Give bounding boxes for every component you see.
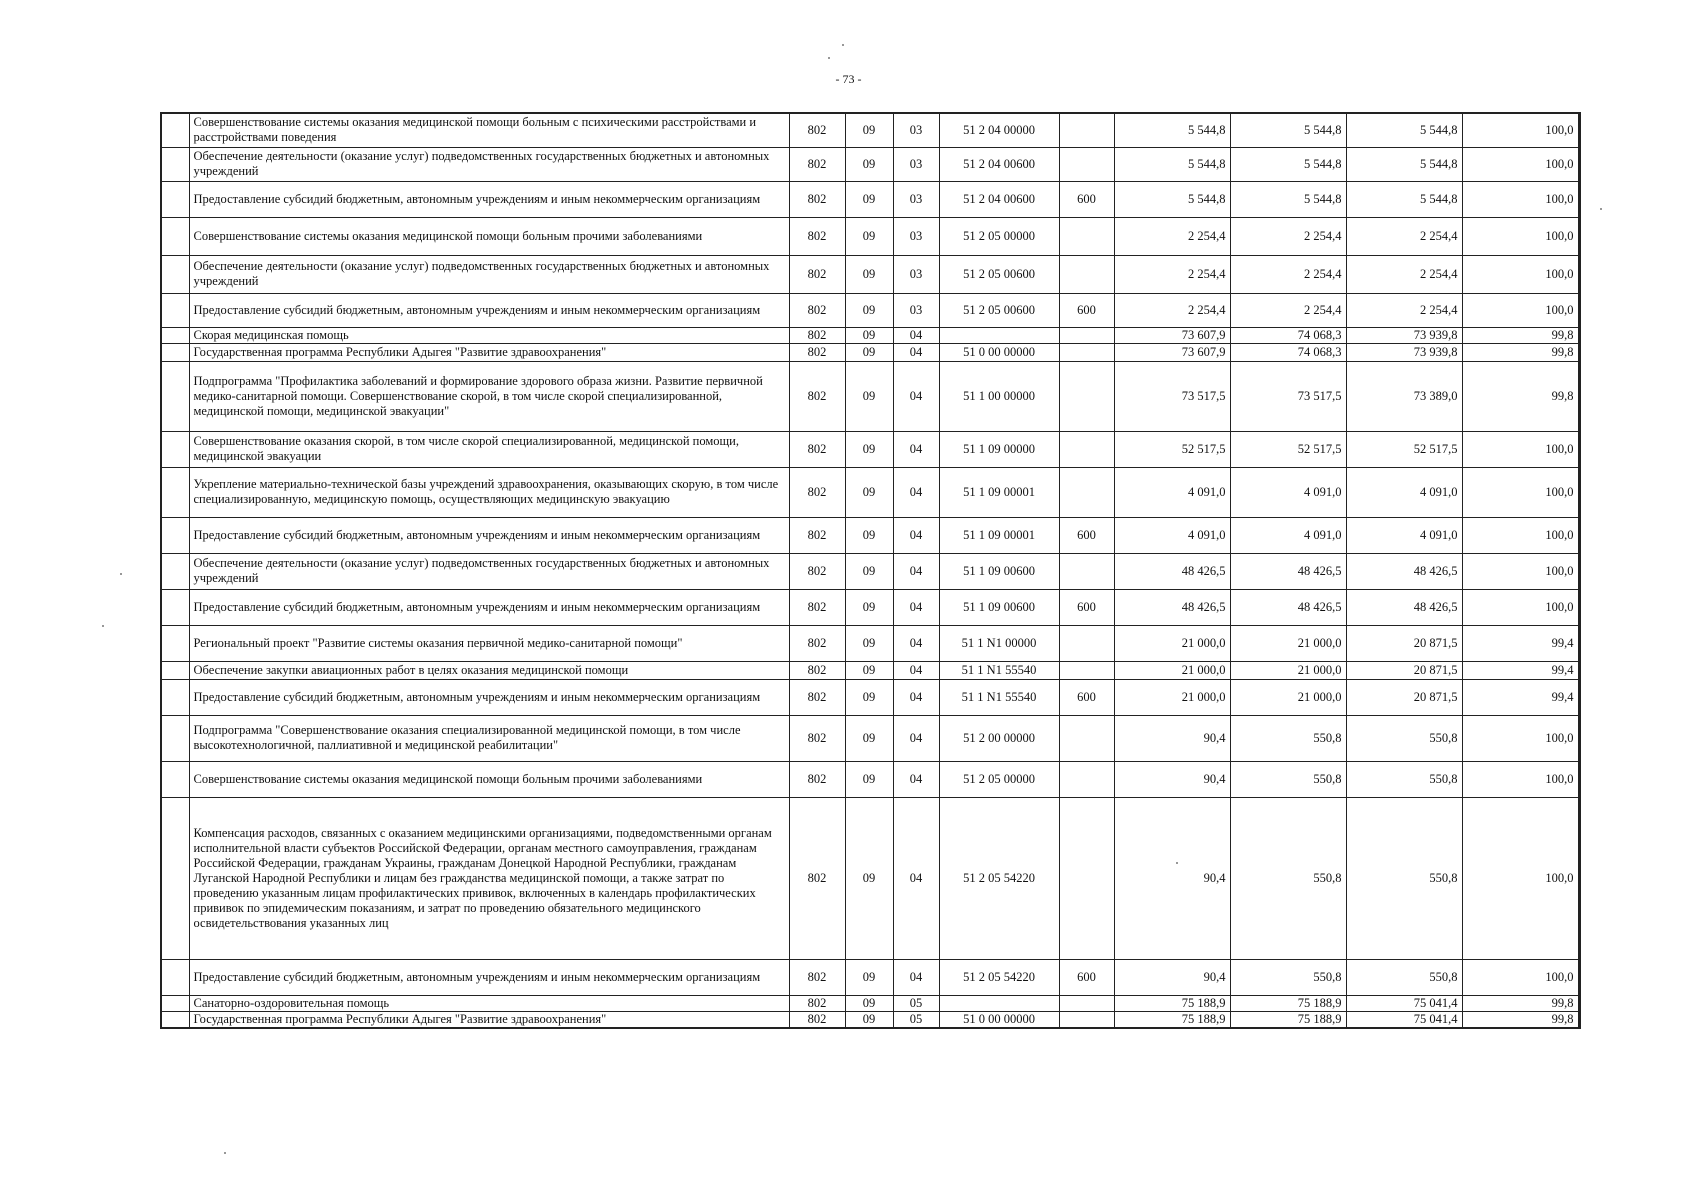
cell-refined: 550,8 bbox=[1230, 797, 1346, 959]
cell-csr: 51 2 04 00600 bbox=[939, 181, 1059, 217]
table-row bbox=[161, 327, 1579, 343]
cell-rz: 09 bbox=[845, 217, 893, 255]
cell-pr: 04 bbox=[893, 761, 939, 797]
cell-csr: 51 1 00 00000 bbox=[939, 361, 1059, 431]
cell-ved: 802 bbox=[789, 361, 845, 431]
cell-refined: 48 426,5 bbox=[1230, 589, 1346, 625]
cell-ved: 802 bbox=[789, 255, 845, 293]
cell-exec: 52 517,5 bbox=[1346, 431, 1462, 467]
cell-percent: 100,0 bbox=[1462, 217, 1579, 255]
row-gutter bbox=[161, 715, 189, 761]
cell-plan: 21 000,0 bbox=[1114, 679, 1230, 715]
cell-rz: 09 bbox=[845, 797, 893, 959]
cell-vr bbox=[1059, 431, 1114, 467]
cell-plan: 21 000,0 bbox=[1114, 661, 1230, 679]
cell-plan: 4 091,0 bbox=[1114, 517, 1230, 553]
row-gutter bbox=[161, 761, 189, 797]
cell-pr: 04 bbox=[893, 797, 939, 959]
cell-ved: 802 bbox=[789, 995, 845, 1011]
table-row bbox=[161, 467, 1579, 517]
cell-plan: 75 188,9 bbox=[1114, 1011, 1230, 1028]
row-gutter bbox=[161, 113, 189, 147]
cell-name: Обеспечение деятельности (оказание услуг) подведомственных государственных бюджетных и автономных учреждений bbox=[189, 255, 789, 293]
cell-percent: 100,0 bbox=[1462, 255, 1579, 293]
cell-plan: 73 517,5 bbox=[1114, 361, 1230, 431]
cell-percent: 100,0 bbox=[1462, 147, 1579, 181]
cell-percent: 99,4 bbox=[1462, 661, 1579, 679]
cell-vr: 600 bbox=[1059, 589, 1114, 625]
scan-speck bbox=[120, 573, 122, 575]
cell-name: Подпрограмма "Совершенствование оказания специализированной медицинской помощи, в том числе высокотехнологичной, паллиативной и медицинской реабилитации" bbox=[189, 715, 789, 761]
cell-percent: 99,8 bbox=[1462, 361, 1579, 431]
cell-exec: 73 389,0 bbox=[1346, 361, 1462, 431]
cell-vr bbox=[1059, 113, 1114, 147]
cell-pr: 04 bbox=[893, 589, 939, 625]
table-row bbox=[161, 661, 1579, 679]
cell-percent: 99,4 bbox=[1462, 679, 1579, 715]
cell-name: Предоставление субсидий бюджетным, автономным учреждениям и иным некоммерческим организациям bbox=[189, 589, 789, 625]
cell-refined: 21 000,0 bbox=[1230, 679, 1346, 715]
cell-ved: 802 bbox=[789, 761, 845, 797]
cell-pr: 03 bbox=[893, 147, 939, 181]
cell-refined: 2 254,4 bbox=[1230, 293, 1346, 327]
cell-percent: 100,0 bbox=[1462, 959, 1579, 995]
budget-table-container bbox=[160, 112, 1578, 1029]
cell-percent: 100,0 bbox=[1462, 431, 1579, 467]
cell-rz: 09 bbox=[845, 113, 893, 147]
cell-exec: 5 544,8 bbox=[1346, 181, 1462, 217]
cell-rz: 09 bbox=[845, 715, 893, 761]
cell-csr: 51 2 05 00600 bbox=[939, 255, 1059, 293]
cell-pr: 04 bbox=[893, 431, 939, 467]
cell-pr: 04 bbox=[893, 679, 939, 715]
cell-rz: 09 bbox=[845, 517, 893, 553]
scan-speck bbox=[1600, 208, 1602, 210]
cell-vr bbox=[1059, 255, 1114, 293]
row-gutter bbox=[161, 553, 189, 589]
cell-rz: 09 bbox=[845, 181, 893, 217]
cell-exec: 2 254,4 bbox=[1346, 255, 1462, 293]
cell-refined: 48 426,5 bbox=[1230, 553, 1346, 589]
cell-percent: 100,0 bbox=[1462, 589, 1579, 625]
cell-ved: 802 bbox=[789, 293, 845, 327]
table-row bbox=[161, 255, 1579, 293]
cell-exec: 75 041,4 bbox=[1346, 1011, 1462, 1028]
table-row bbox=[161, 147, 1579, 181]
cell-name: Совершенствование системы оказания медицинской помощи больным прочими заболеваниями bbox=[189, 761, 789, 797]
cell-csr: 51 1 09 00001 bbox=[939, 467, 1059, 517]
cell-pr: 05 bbox=[893, 1011, 939, 1028]
cell-pr: 05 bbox=[893, 995, 939, 1011]
cell-pr: 04 bbox=[893, 327, 939, 343]
row-gutter bbox=[161, 361, 189, 431]
cell-refined: 21 000,0 bbox=[1230, 661, 1346, 679]
cell-csr: 51 1 09 00000 bbox=[939, 431, 1059, 467]
cell-pr: 04 bbox=[893, 715, 939, 761]
cell-refined: 74 068,3 bbox=[1230, 343, 1346, 361]
cell-rz: 09 bbox=[845, 995, 893, 1011]
cell-ved: 802 bbox=[789, 661, 845, 679]
cell-exec: 550,8 bbox=[1346, 761, 1462, 797]
cell-rz: 09 bbox=[845, 431, 893, 467]
row-gutter bbox=[161, 343, 189, 361]
table-row bbox=[161, 517, 1579, 553]
cell-name: Совершенствование системы оказания медицинской помощи больным с психическими расстройствами и расстройствами поведения bbox=[189, 113, 789, 147]
cell-ved: 802 bbox=[789, 517, 845, 553]
cell-refined: 550,8 bbox=[1230, 959, 1346, 995]
row-gutter bbox=[161, 517, 189, 553]
table-row bbox=[161, 589, 1579, 625]
cell-ved: 802 bbox=[789, 467, 845, 517]
cell-name: Обеспечение деятельности (оказание услуг) подведомственных государственных бюджетных и автономных учреждений bbox=[189, 553, 789, 589]
cell-exec: 4 091,0 bbox=[1346, 517, 1462, 553]
cell-ved: 802 bbox=[789, 217, 845, 255]
cell-vr: 600 bbox=[1059, 181, 1114, 217]
cell-percent: 100,0 bbox=[1462, 293, 1579, 327]
cell-pr: 03 bbox=[893, 113, 939, 147]
row-gutter bbox=[161, 625, 189, 661]
cell-name: Предоставление субсидий бюджетным, автономным учреждениям и иным некоммерческим организациям bbox=[189, 959, 789, 995]
cell-percent: 99,8 bbox=[1462, 343, 1579, 361]
cell-exec: 48 426,5 bbox=[1346, 589, 1462, 625]
scan-speck bbox=[1176, 862, 1178, 864]
cell-percent: 99,8 bbox=[1462, 1011, 1579, 1028]
cell-plan: 90,4 bbox=[1114, 959, 1230, 995]
cell-pr: 04 bbox=[893, 661, 939, 679]
cell-vr bbox=[1059, 553, 1114, 589]
cell-plan: 90,4 bbox=[1114, 797, 1230, 959]
cell-csr: 51 1 N1 00000 bbox=[939, 625, 1059, 661]
row-gutter bbox=[161, 327, 189, 343]
cell-plan: 5 544,8 bbox=[1114, 181, 1230, 217]
table-row bbox=[161, 217, 1579, 255]
cell-pr: 04 bbox=[893, 343, 939, 361]
table-row bbox=[161, 343, 1579, 361]
cell-csr: 51 2 05 54220 bbox=[939, 797, 1059, 959]
cell-vr bbox=[1059, 797, 1114, 959]
cell-refined: 75 188,9 bbox=[1230, 1011, 1346, 1028]
row-gutter bbox=[161, 181, 189, 217]
cell-ved: 802 bbox=[789, 113, 845, 147]
cell-name: Государственная программа Республики Адыгея "Развитие здравоохранения" bbox=[189, 343, 789, 361]
row-gutter bbox=[161, 147, 189, 181]
cell-vr: 600 bbox=[1059, 517, 1114, 553]
cell-rz: 09 bbox=[845, 553, 893, 589]
cell-exec: 20 871,5 bbox=[1346, 679, 1462, 715]
cell-percent: 99,4 bbox=[1462, 625, 1579, 661]
cell-name: Обеспечение деятельности (оказание услуг) подведомственных государственных бюджетных и автономных учреждений bbox=[189, 147, 789, 181]
cell-pr: 03 bbox=[893, 255, 939, 293]
cell-refined: 2 254,4 bbox=[1230, 217, 1346, 255]
cell-rz: 09 bbox=[845, 625, 893, 661]
cell-csr: 51 0 00 00000 bbox=[939, 343, 1059, 361]
cell-vr: 600 bbox=[1059, 293, 1114, 327]
table-row bbox=[161, 553, 1579, 589]
table-row bbox=[161, 995, 1579, 1011]
cell-refined: 74 068,3 bbox=[1230, 327, 1346, 343]
row-gutter bbox=[161, 1011, 189, 1028]
cell-pr: 03 bbox=[893, 217, 939, 255]
cell-rz: 09 bbox=[845, 661, 893, 679]
cell-vr bbox=[1059, 327, 1114, 343]
cell-vr bbox=[1059, 217, 1114, 255]
cell-exec: 20 871,5 bbox=[1346, 625, 1462, 661]
cell-plan: 2 254,4 bbox=[1114, 255, 1230, 293]
cell-exec: 48 426,5 bbox=[1346, 553, 1462, 589]
cell-vr bbox=[1059, 147, 1114, 181]
cell-name: Компенсация расходов, связанных с оказанием медицинскими организациями, подведомственными органам исполнительной власти субъектов Российской Федерации, органам местного самоуправления, гражданам Российской Федерации, гражданам Украины, гражданам Донецкой Народной Республики, гражданам Луганской Народной Республики и лицам без гражданства медицинской помощи, а также затрат по проведению указанным лицам профилактических прививок, включенных в календарь профилактических прививок по эпидемическим показаниям, и затрат по проведению обязательного медицинского освидетельствования указанных лиц bbox=[189, 797, 789, 959]
cell-name: Подпрограмма "Профилактика заболеваний и формирование здорового образа жизни. Развитие первичной медико-санитарной помощи. Совершенствование скорой, в том числе скорой специализированной, медицинской помощи, медицинской эвакуации" bbox=[189, 361, 789, 431]
cell-percent: 100,0 bbox=[1462, 715, 1579, 761]
table-row bbox=[161, 679, 1579, 715]
table-row bbox=[161, 293, 1579, 327]
cell-name: Санаторно-оздоровительная помощь bbox=[189, 995, 789, 1011]
cell-refined: 550,8 bbox=[1230, 761, 1346, 797]
cell-exec: 550,8 bbox=[1346, 715, 1462, 761]
cell-plan: 90,4 bbox=[1114, 715, 1230, 761]
cell-rz: 09 bbox=[845, 361, 893, 431]
scan-speck bbox=[102, 625, 104, 627]
cell-rz: 09 bbox=[845, 959, 893, 995]
cell-ved: 802 bbox=[789, 147, 845, 181]
cell-refined: 5 544,8 bbox=[1230, 147, 1346, 181]
cell-rz: 09 bbox=[845, 761, 893, 797]
cell-name: Укрепление материально-технической базы учреждений здравоохранения, оказывающих скорую, в том числе специализированную, медицинскую помощь, осуществляющих медицинскую эвакуацию bbox=[189, 467, 789, 517]
cell-ved: 802 bbox=[789, 589, 845, 625]
cell-rz: 09 bbox=[845, 467, 893, 517]
cell-pr: 04 bbox=[893, 625, 939, 661]
cell-rz: 09 bbox=[845, 679, 893, 715]
cell-name: Совершенствование оказания скорой, в том числе скорой специализированной, медицинской помощи, медицинской эвакуации bbox=[189, 431, 789, 467]
cell-exec: 550,8 bbox=[1346, 797, 1462, 959]
cell-csr: 51 2 05 54220 bbox=[939, 959, 1059, 995]
cell-percent: 100,0 bbox=[1462, 517, 1579, 553]
cell-csr: 51 2 05 00000 bbox=[939, 217, 1059, 255]
cell-ved: 802 bbox=[789, 715, 845, 761]
cell-percent: 100,0 bbox=[1462, 797, 1579, 959]
cell-vr: 600 bbox=[1059, 679, 1114, 715]
scan-speck bbox=[224, 1152, 226, 1154]
table-row bbox=[161, 181, 1579, 217]
row-gutter bbox=[161, 661, 189, 679]
cell-rz: 09 bbox=[845, 1011, 893, 1028]
cell-refined: 4 091,0 bbox=[1230, 467, 1346, 517]
cell-rz: 09 bbox=[845, 327, 893, 343]
cell-exec: 5 544,8 bbox=[1346, 147, 1462, 181]
cell-name: Предоставление субсидий бюджетным, автономным учреждениям и иным некоммерческим организациям bbox=[189, 679, 789, 715]
cell-plan: 75 188,9 bbox=[1114, 995, 1230, 1011]
cell-csr: 51 2 04 00600 bbox=[939, 147, 1059, 181]
cell-percent: 99,8 bbox=[1462, 995, 1579, 1011]
cell-ved: 802 bbox=[789, 625, 845, 661]
table-row bbox=[161, 431, 1579, 467]
cell-vr bbox=[1059, 715, 1114, 761]
cell-csr bbox=[939, 327, 1059, 343]
cell-vr bbox=[1059, 625, 1114, 661]
cell-plan: 48 426,5 bbox=[1114, 553, 1230, 589]
cell-vr bbox=[1059, 361, 1114, 431]
cell-plan: 5 544,8 bbox=[1114, 147, 1230, 181]
cell-csr: 51 1 N1 55540 bbox=[939, 661, 1059, 679]
cell-vr bbox=[1059, 343, 1114, 361]
cell-percent: 100,0 bbox=[1462, 113, 1579, 147]
cell-pr: 04 bbox=[893, 467, 939, 517]
cell-vr bbox=[1059, 995, 1114, 1011]
cell-plan: 90,4 bbox=[1114, 761, 1230, 797]
cell-plan: 2 254,4 bbox=[1114, 217, 1230, 255]
cell-rz: 09 bbox=[845, 293, 893, 327]
cell-ved: 802 bbox=[789, 797, 845, 959]
cell-ved: 802 bbox=[789, 1011, 845, 1028]
page-number: - 73 - bbox=[835, 72, 862, 86]
cell-pr: 04 bbox=[893, 553, 939, 589]
cell-percent: 100,0 bbox=[1462, 467, 1579, 517]
cell-name: Региональный проект "Развитие системы оказания первичной медико-санитарной помощи" bbox=[189, 625, 789, 661]
cell-exec: 2 254,4 bbox=[1346, 293, 1462, 327]
cell-csr: 51 1 09 00001 bbox=[939, 517, 1059, 553]
table-row bbox=[161, 797, 1579, 959]
cell-plan: 2 254,4 bbox=[1114, 293, 1230, 327]
cell-refined: 5 544,8 bbox=[1230, 113, 1346, 147]
cell-percent: 100,0 bbox=[1462, 761, 1579, 797]
cell-refined: 4 091,0 bbox=[1230, 517, 1346, 553]
cell-refined: 52 517,5 bbox=[1230, 431, 1346, 467]
cell-plan: 73 607,9 bbox=[1114, 343, 1230, 361]
row-gutter bbox=[161, 679, 189, 715]
cell-plan: 52 517,5 bbox=[1114, 431, 1230, 467]
cell-exec: 5 544,8 bbox=[1346, 113, 1462, 147]
cell-vr bbox=[1059, 761, 1114, 797]
cell-csr: 51 2 04 00000 bbox=[939, 113, 1059, 147]
cell-csr bbox=[939, 995, 1059, 1011]
cell-percent: 100,0 bbox=[1462, 181, 1579, 217]
cell-ved: 802 bbox=[789, 553, 845, 589]
table-row bbox=[161, 959, 1579, 995]
cell-rz: 09 bbox=[845, 255, 893, 293]
cell-csr: 51 2 00 00000 bbox=[939, 715, 1059, 761]
cell-exec: 550,8 bbox=[1346, 959, 1462, 995]
cell-pr: 03 bbox=[893, 293, 939, 327]
cell-rz: 09 bbox=[845, 147, 893, 181]
cell-csr: 51 1 N1 55540 bbox=[939, 679, 1059, 715]
cell-exec: 75 041,4 bbox=[1346, 995, 1462, 1011]
row-gutter bbox=[161, 467, 189, 517]
cell-plan: 4 091,0 bbox=[1114, 467, 1230, 517]
cell-ved: 802 bbox=[789, 327, 845, 343]
cell-plan: 48 426,5 bbox=[1114, 589, 1230, 625]
cell-percent: 100,0 bbox=[1462, 553, 1579, 589]
cell-exec: 4 091,0 bbox=[1346, 467, 1462, 517]
row-gutter bbox=[161, 797, 189, 959]
row-gutter bbox=[161, 255, 189, 293]
cell-exec: 73 939,8 bbox=[1346, 327, 1462, 343]
row-gutter bbox=[161, 995, 189, 1011]
cell-pr: 04 bbox=[893, 959, 939, 995]
cell-rz: 09 bbox=[845, 589, 893, 625]
cell-refined: 21 000,0 bbox=[1230, 625, 1346, 661]
cell-ved: 802 bbox=[789, 679, 845, 715]
cell-refined: 75 188,9 bbox=[1230, 995, 1346, 1011]
scan-speck bbox=[842, 44, 844, 46]
cell-name: Государственная программа Республики Адыгея "Развитие здравоохранения" bbox=[189, 1011, 789, 1028]
row-gutter bbox=[161, 217, 189, 255]
cell-plan: 5 544,8 bbox=[1114, 113, 1230, 147]
cell-rz: 09 bbox=[845, 343, 893, 361]
table-row bbox=[161, 715, 1579, 761]
cell-name: Предоставление субсидий бюджетным, автономным учреждениям и иным некоммерческим организациям bbox=[189, 181, 789, 217]
cell-exec: 2 254,4 bbox=[1346, 217, 1462, 255]
cell-pr: 04 bbox=[893, 517, 939, 553]
cell-ved: 802 bbox=[789, 343, 845, 361]
cell-name: Предоставление субсидий бюджетным, автономным учреждениям и иным некоммерческим организациям bbox=[189, 293, 789, 327]
cell-refined: 550,8 bbox=[1230, 715, 1346, 761]
cell-plan: 73 607,9 bbox=[1114, 327, 1230, 343]
cell-csr: 51 1 09 00600 bbox=[939, 589, 1059, 625]
table-row bbox=[161, 625, 1579, 661]
table-body bbox=[161, 113, 1579, 1028]
cell-ved: 802 bbox=[789, 181, 845, 217]
table-row bbox=[161, 361, 1579, 431]
cell-percent: 99,8 bbox=[1462, 327, 1579, 343]
table-row bbox=[161, 761, 1579, 797]
cell-name: Скорая медицинская помощь bbox=[189, 327, 789, 343]
cell-vr bbox=[1059, 1011, 1114, 1028]
cell-exec: 20 871,5 bbox=[1346, 661, 1462, 679]
cell-csr: 51 2 05 00000 bbox=[939, 761, 1059, 797]
scan-speck bbox=[828, 57, 830, 59]
cell-ved: 802 bbox=[789, 959, 845, 995]
cell-vr bbox=[1059, 467, 1114, 517]
cell-exec: 73 939,8 bbox=[1346, 343, 1462, 361]
cell-name: Предоставление субсидий бюджетным, автономным учреждениям и иным некоммерческим организациям bbox=[189, 517, 789, 553]
cell-vr bbox=[1059, 661, 1114, 679]
cell-csr: 51 1 09 00600 bbox=[939, 553, 1059, 589]
cell-name: Совершенствование системы оказания медицинской помощи больным прочими заболеваниями bbox=[189, 217, 789, 255]
cell-plan: 21 000,0 bbox=[1114, 625, 1230, 661]
cell-name: Обеспечение закупки авиационных работ в целях оказания медицинской помощи bbox=[189, 661, 789, 679]
cell-refined: 2 254,4 bbox=[1230, 255, 1346, 293]
cell-vr: 600 bbox=[1059, 959, 1114, 995]
row-gutter bbox=[161, 293, 189, 327]
row-gutter bbox=[161, 431, 189, 467]
cell-csr: 51 0 00 00000 bbox=[939, 1011, 1059, 1028]
budget-table bbox=[160, 112, 1581, 1029]
table-row bbox=[161, 1011, 1579, 1028]
cell-csr: 51 2 05 00600 bbox=[939, 293, 1059, 327]
cell-pr: 03 bbox=[893, 181, 939, 217]
table-row bbox=[161, 113, 1579, 147]
cell-pr: 04 bbox=[893, 361, 939, 431]
cell-ved: 802 bbox=[789, 431, 845, 467]
cell-refined: 5 544,8 bbox=[1230, 181, 1346, 217]
row-gutter bbox=[161, 589, 189, 625]
row-gutter bbox=[161, 959, 189, 995]
cell-refined: 73 517,5 bbox=[1230, 361, 1346, 431]
